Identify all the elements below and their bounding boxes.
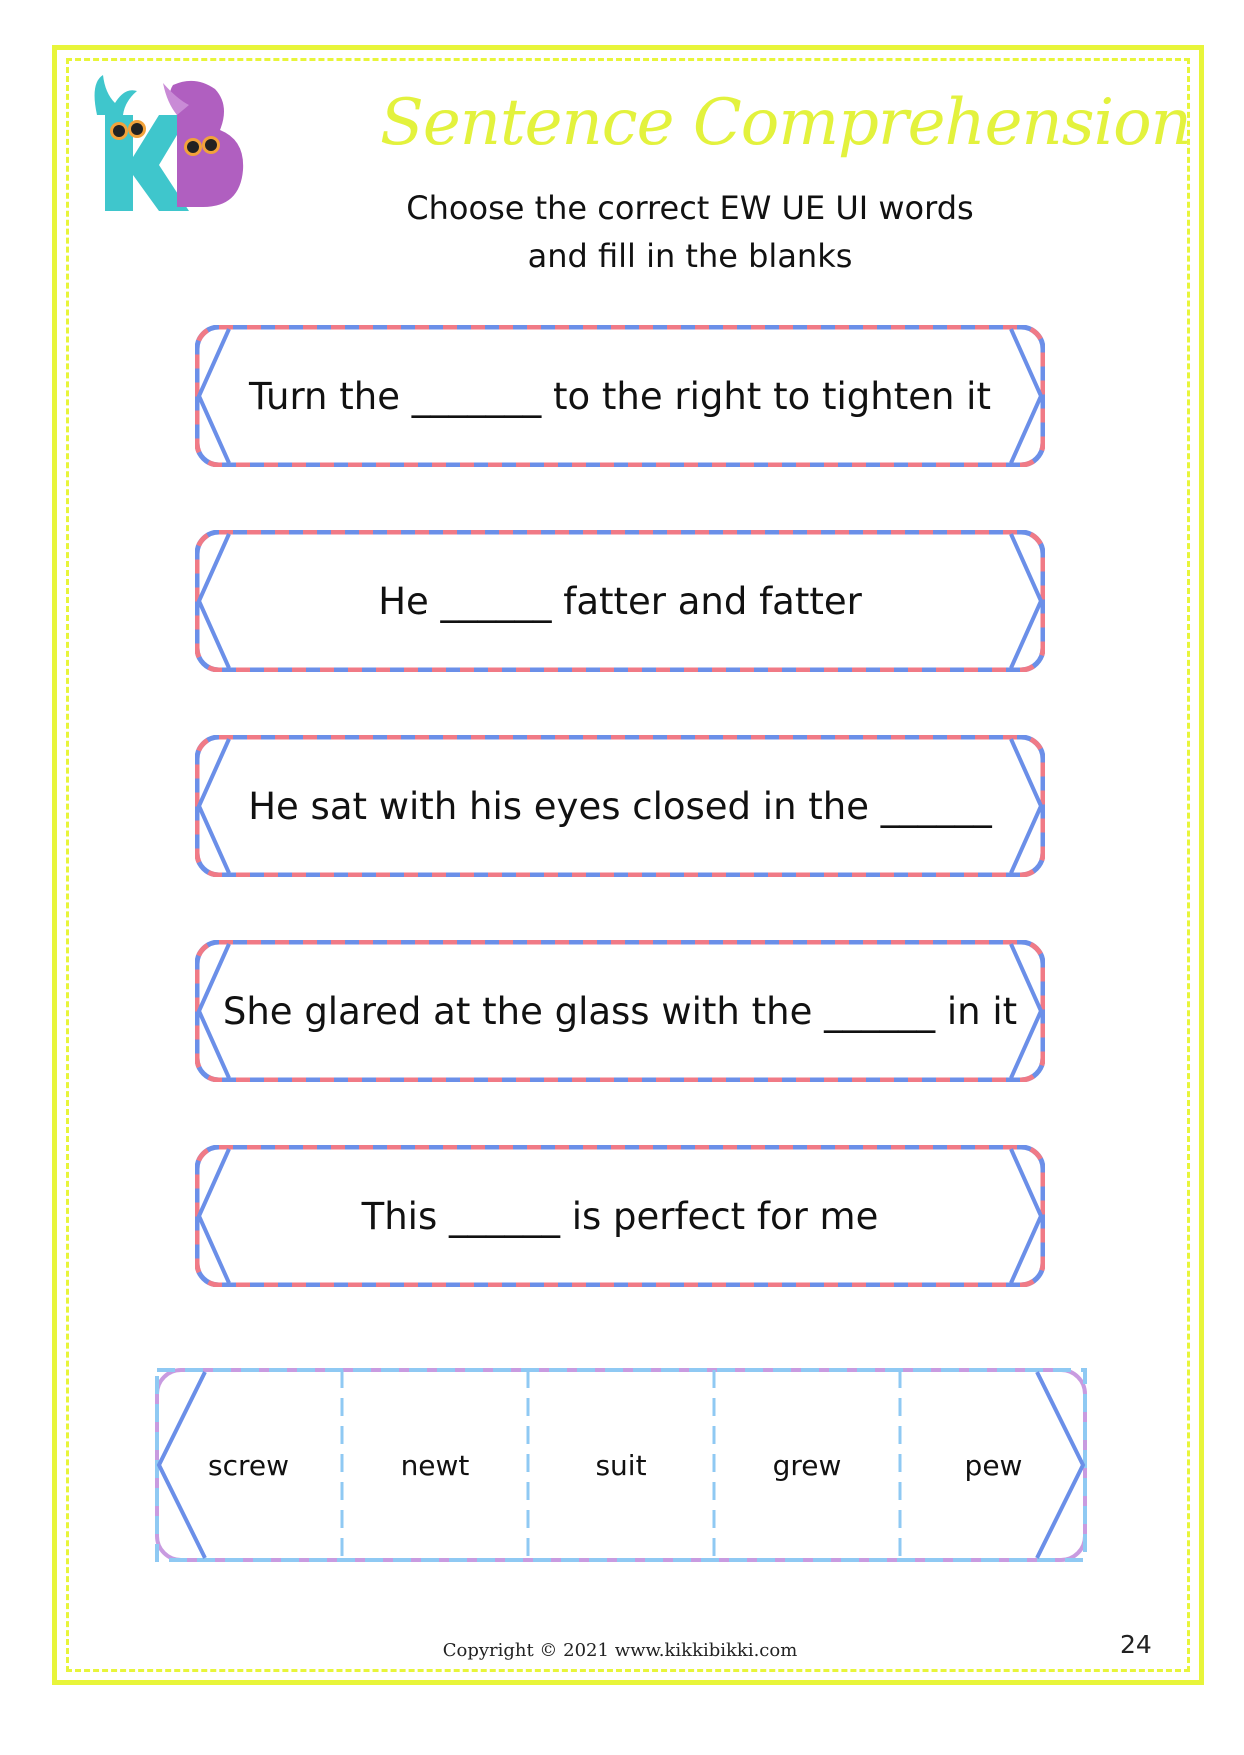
instruction-line-1: Choose the correct EW UE UI words [406, 189, 974, 227]
sentence-box-4 [195, 940, 1045, 1082]
sentence-box-2 [195, 530, 1045, 672]
sentence-text: He ______ fatter and fatter [378, 579, 862, 623]
word-bank [155, 1368, 1087, 1562]
word-bank-item: pew [964, 1448, 1023, 1482]
word-bank-item: newt [400, 1448, 470, 1482]
worksheet-title: Sentence Comprehension [380, 86, 1191, 160]
page-number: 24 [1120, 1630, 1152, 1659]
kb-logo [85, 75, 255, 215]
word-bank-item: screw [207, 1448, 289, 1482]
sentence-box-5 [195, 1145, 1045, 1287]
sentence-text: Turn the _______ to the right to tighten it [249, 374, 991, 418]
instruction-line-2: and fill in the blanks [527, 237, 853, 275]
sentence-box-3 [195, 735, 1045, 877]
instructions [370, 184, 1010, 280]
word-bank-item: grew [772, 1448, 842, 1482]
sentence-box-1 [195, 325, 1045, 467]
sentence-text: He sat with his eyes closed in the ______ [248, 784, 992, 828]
sentence-text: This ______ is perfect for me [361, 1194, 879, 1238]
word-bank-item: suit [595, 1448, 647, 1482]
copyright-text: Copyright © 2021 www.kikkibikki.com [442, 1640, 798, 1661]
sentence-text: She glared at the glass with the ______ in it [222, 989, 1018, 1033]
